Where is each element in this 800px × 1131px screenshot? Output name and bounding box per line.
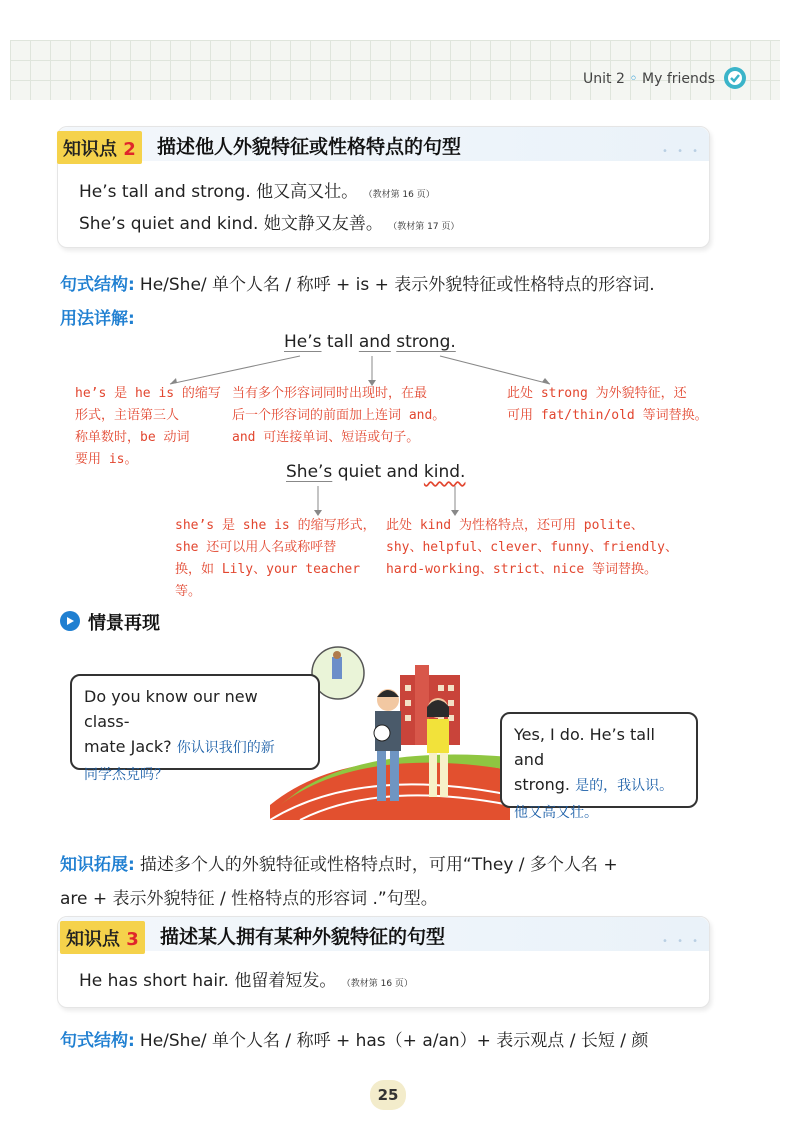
speech-bubble-right [500,712,698,821]
word-and: and [358,332,391,352]
sentence-chinese: 他又高又壮。 [256,182,359,202]
knowledge-point-3-tag [60,921,145,954]
note-shes-abbreviation [175,515,385,603]
usage-label: 用法详解: [60,309,135,329]
text-quiet-and: quiet and [332,462,424,482]
header-grid-strip [10,40,780,100]
sentence-english: He has short hair. [79,971,229,991]
decorative-dots: • • • [662,936,702,947]
speech-bubble-left [70,674,320,783]
sentence-english: He’s tall and strong. [79,182,251,202]
unit-label [583,71,715,87]
tag-prefix: 知识点 [63,139,117,160]
play-icon [60,611,80,631]
unit-title: My friends [642,71,716,87]
extension-line-1 [60,850,618,875]
textbook-reference: （教材第 17 页） [388,222,460,232]
note-line: she 还可以用人名或称呼替 [175,540,337,555]
textbook-reference: （教材第 16 页） [363,190,435,200]
note-line: 称单数时，be 动词 [75,430,190,445]
usage-example-2 [286,462,465,482]
tag-number: 3 [126,929,139,950]
bubble-english: strong. [514,775,571,794]
note-line: she’s 是 she is 的缩写形式， [175,518,376,533]
word-shes: She’s [286,462,333,482]
note-line: 此处 kind 为性格特点，还可用 polite、 [386,518,644,533]
kp2-sentence-1 [79,177,435,202]
knowledge-point-3-title: 描述某人拥有某种外貌特征的句型 [160,926,446,948]
structure-text: He/She/ 单个人名 / 称呼 + has（+ a/an）+ 表示观点 / 长短 / 颜 [139,1031,649,1051]
kp3-sentence [79,966,413,991]
word-kind: kind. [423,462,466,482]
bubble-chinese: 同学杰克吗？ [84,767,168,783]
structure-line-1 [60,270,655,295]
sentence-english: She’s quiet and kind. [79,214,259,234]
structure-line-2 [60,1026,648,1051]
unit-number: Unit 2 [583,71,625,87]
bubble-english: Yes, I do. He’s tall and [514,725,655,769]
extension-text: 描述多个人的外貌特征或性格特点时，可用“They / 多个人名 + [139,855,618,875]
bubble-chinese: 他又高又壮。 [514,805,598,821]
structure-label: 句式结构: [60,275,135,295]
note-and-usage [232,383,502,449]
usage-example-1 [284,332,456,352]
knowledge-point-2-tag [57,131,142,164]
word-strong: strong. [396,332,456,352]
structure-label: 句式结构: [60,1031,135,1051]
word-hes: He’s [284,332,322,352]
knowledge-point-2-title: 描述他人外貌特征或性格特点的句型 [157,136,462,158]
note-line: 要用 is。 [75,452,138,467]
unit-separator-dot: ◦ [629,71,638,87]
tag-prefix: 知识点 [66,929,120,950]
scene-title: 情景再现 [88,613,160,634]
bubble-english: mate Jack? [84,737,172,756]
note-hes-abbreviation [75,383,225,471]
note-strong-replacement [507,383,717,427]
word-tall: tall [326,332,354,352]
extension-label: 知识拓展: [60,855,135,875]
note-line: 换，如 Lily、your teacher 等。 [175,562,361,599]
note-line: and 可连接单词、短语或句子。 [232,430,420,445]
example-2-arrows [300,484,480,518]
bubble-english: Do you know our new class- [84,687,258,731]
note-line: 可用 fat/thin/old 等词替换。 [507,408,708,423]
note-line: hard-working、strict、nice 等词替换。 [386,562,658,577]
structure-text: He/She/ 单个人名 / 称呼 + is + 表示外貌特征或性格特点的形容词. [139,275,655,295]
tag-number: 2 [123,139,136,160]
check-badge-icon [723,66,747,90]
note-kind-replacement [386,515,686,581]
sentence-chinese: 她文静又友善。 [263,214,383,234]
extension-line-2: are + 表示外貌特征 / 性格特点的形容词 .”句型。 [60,889,438,909]
note-line: 形式，主语第三人 [75,408,180,423]
sentence-chinese: 他留着短发。 [234,971,337,991]
kp2-sentence-2 [79,209,459,234]
note-line: 此处 strong 为外貌特征，还 [507,386,687,401]
note-line: 当有多个形容词同时出现时，在最 [232,386,428,401]
note-line: 后一个形容词的前面加上连词 and。 [232,408,446,423]
textbook-reference: （教材第 16 页） [341,979,413,989]
note-line: he’s 是 he is 的缩写 [75,386,221,401]
note-line: shy、helpful、clever、funny、friendly、 [386,540,678,555]
bubble-chinese: 是的，我认识。 [575,778,674,794]
bubble-chinese: 你认识我们的新 [176,740,275,756]
page-number: 25 [370,1080,406,1110]
decorative-dots: • • • [662,146,702,157]
